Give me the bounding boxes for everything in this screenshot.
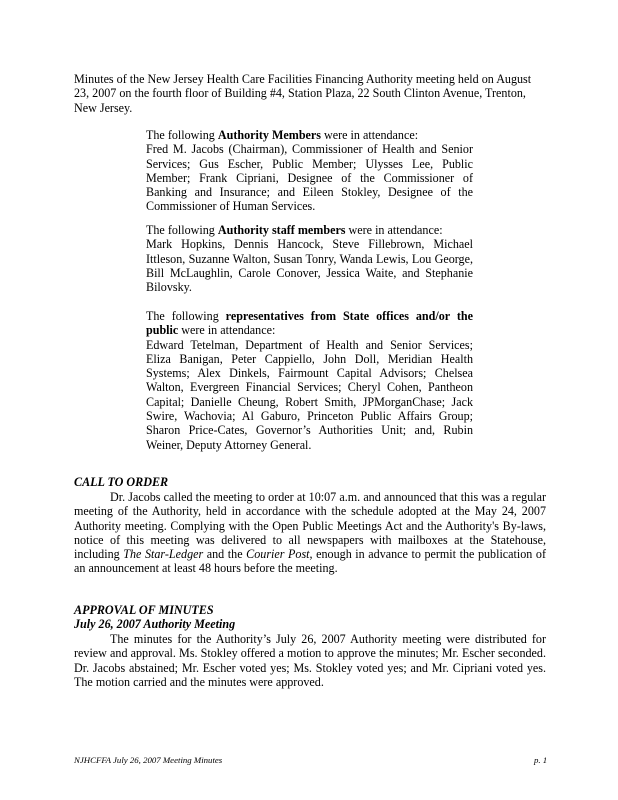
call-to-order-heading: CALL TO ORDER bbox=[74, 475, 169, 489]
approval-paragraph: The minutes for the Authority’s July 26, 2007 Authority meeting were distributed for review and approval. Ms. Stokley offered a motion to approve the minutes; Mr. Escher seconded. Dr. Jacobs abstained; Mr. Escher voted yes; Ms. Stokley voted yes; and Mr. Cipriani voted yes. The motion carried and the minutes were approved. bbox=[74, 632, 546, 689]
staff-lead: The following Authority staff members were in attendance: bbox=[146, 223, 443, 237]
members-lead: The following Authority Members were in attendance: bbox=[146, 128, 419, 142]
members-bold-label: Authority Members bbox=[217, 128, 322, 142]
newspaper-courier-post: Courier Post, bbox=[246, 547, 313, 562]
staff-section bbox=[146, 223, 473, 294]
page-number: p. 1 bbox=[534, 755, 548, 765]
members-section bbox=[146, 128, 473, 214]
footer-title: NJHCFFA July 26, 2007 Meeting Minutes bbox=[74, 755, 223, 765]
newspaper-star-ledger: The Star-Ledger bbox=[123, 547, 204, 562]
reps-bold-label: representatives from State offices and/or the public bbox=[146, 309, 473, 338]
members-list: Fred M. Jacobs (Chairman), Commissioner of Health and Senior Services; Gus Escher, Public Member; Ulysses Lee, Public Member; Frank Cipriani, Designee of the Commissioner of Banking and Insurance; and Eileen Stokley, Designee of the Commissioner of Human Services. bbox=[146, 142, 473, 214]
reps-lead: The following representatives from State offices and/or the public were in attendance: bbox=[146, 309, 473, 338]
intro-paragraph: Minutes of the New Jersey Health Care Facilities Financing Authority meeting held on August 23, 2007 on the fourth floor of Building #4, Station Plaza, 22 South Clinton Avenue, Trenton, New Jersey. bbox=[74, 72, 532, 115]
approval-heading: APPROVAL OF MINUTES bbox=[74, 603, 214, 617]
reps-section bbox=[146, 309, 473, 452]
call-to-order-paragraph: Dr. Jacobs called the meeting to order at 10:07 a.m. and announced that this was a regular meeting of the Authority, held in accordance with the schedule adopted at the May 24, 2007 Authority meeting. Complying with the Open Public Meetings Act and the Authority's By-laws, notice of this meeting was delivered to all newspapers with mailboxes at the Statehouse, including The Star-Ledger and the Courier Post, enough in advance to permit the publication of an announcement at least 48 hours before the meeting. bbox=[74, 490, 546, 576]
staff-list: Mark Hopkins, Dennis Hancock, Steve Fillebrown, Michael Ittleson, Suzanne Walton, Susan Tonry, Wanda Lewis, Lou George, Bill McLaughlin, Carole Conover, Jessica Waite, and Stephanie Bilovsky. bbox=[146, 237, 473, 295]
staff-bold-label: Authority staff members bbox=[217, 223, 346, 237]
approval-subheading: July 26, 2007 Authority Meeting bbox=[74, 617, 236, 631]
reps-list: Edward Tetelman, Department of Health and Senior Services; Eliza Banigan, Peter Cappiello, John Doll, Meridian Health Systems; Alex Dinkels, Fairmount Capital Advisors; Chelsea Walton, Evergreen Financial Services; Cheryl Cohen, Pantheon Capital; Danielle Cheung, Robert Smith, JPMorganChase; Jack Swire, Wachovia; Al Gaburo, Princeton Public Affairs Group; Sharon Price-Cates, Governor’s Authorities Unit; and, Rubin Weiner, Deputy Attorney General. bbox=[146, 337, 473, 452]
